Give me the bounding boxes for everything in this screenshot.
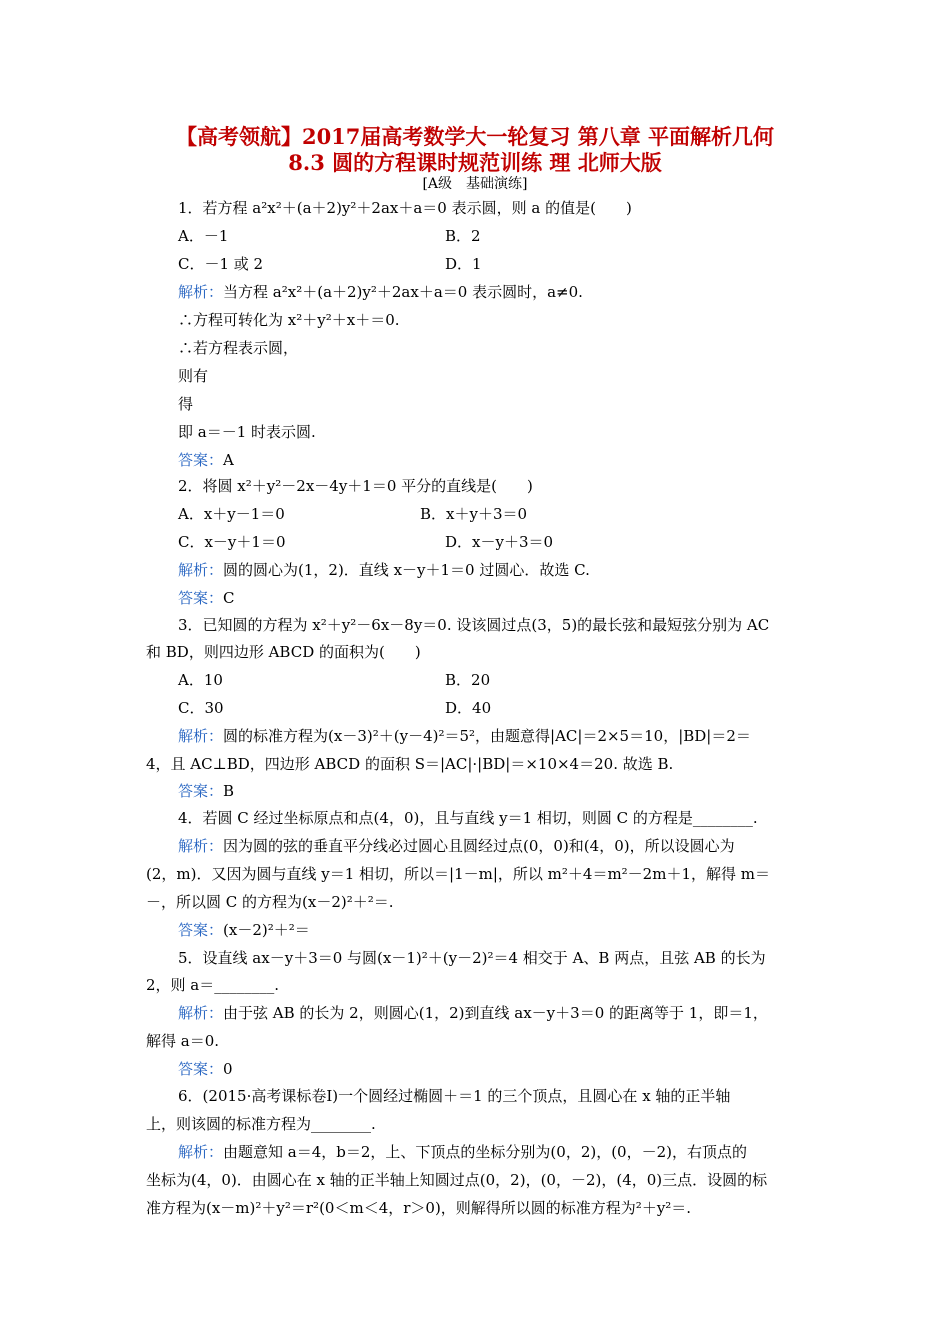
question-5-answer xyxy=(178,1059,233,1079)
question-3-option-b: B．20 xyxy=(445,671,491,689)
question-6-stem-cont: 上，则该圆的标准方程为________. xyxy=(146,1115,376,1133)
solution-line: 即 a＝－1 时表示圆. xyxy=(178,423,316,441)
question-3-option-d: D．40 xyxy=(445,699,492,717)
solution-text: 当方程 a²x²＋(a＋2)y²＋2ax＋a＝0 表示圆时，a≠0. xyxy=(223,283,583,301)
question-2-option-d: D．x－y＋3＝0 xyxy=(445,533,554,551)
question-1-option-b: B．2 xyxy=(445,227,481,245)
solution-line: ∴方程可转化为 x²＋y²＋x＋＝0. xyxy=(178,311,400,329)
question-5-stem-cont: 2，则 a＝________. xyxy=(146,976,280,994)
answer-text: C xyxy=(223,589,235,607)
solution-text: 由题意知 a＝4，b＝2，上、下顶点的坐标分别为(0，2)，(0，－2)，右顶点的 xyxy=(223,1143,748,1161)
question-3-option-c: C．30 xyxy=(178,699,224,717)
solution-label: 解析： xyxy=(178,837,224,855)
question-3-stem: 3．已知圆的方程为 x²＋y²－6x－8y＝0. 设该圆过点(3，5)的最长弦和最短弦分别为 AC xyxy=(178,616,770,634)
question-4-answer xyxy=(178,920,310,940)
solution-line: ∴若方程表示圆， xyxy=(178,339,299,357)
answer-text: A xyxy=(223,451,234,469)
solution-text: 圆的标准方程为(x－3)²＋(y－4)²＝5²，由题意得|AC|＝2×5＝10，|BD|＝2＝ xyxy=(223,727,751,745)
answer-text: 0 xyxy=(223,1060,233,1078)
solution-line: 得 xyxy=(178,395,194,413)
answer-label: 答案： xyxy=(178,589,224,607)
question-3-solution xyxy=(178,726,751,746)
solution-line: 4，且 AC⊥BD，四边形 ABCD 的面积 S＝|AC|·|BD|＝×10×4＝20. 故选 B. xyxy=(146,755,674,773)
question-4-solution xyxy=(178,836,735,856)
question-2-option-c: C．x－y＋1＝0 xyxy=(178,533,286,551)
answer-label: 答案： xyxy=(178,782,224,800)
solution-line: 解得 a＝0. xyxy=(146,1032,220,1050)
solution-line: 准方程为(x－m)²＋y²＝r²(0＜m＜4，r＞0)，则解得所以圆的标准方程为²＋y²＝. xyxy=(146,1199,692,1217)
question-2-stem: 2．将圆 x²＋y²－2x－4y＋1＝0 平分的直线是( ) xyxy=(178,477,533,495)
question-1-option-c: C．－1 或 2 xyxy=(178,255,264,273)
question-1-option-a: A．－1 xyxy=(178,227,229,245)
question-5-solution xyxy=(178,1003,768,1023)
question-2-answer xyxy=(178,588,235,608)
solution-line: －，所以圆 C 的方程为(x－2)²＋²＝. xyxy=(146,893,394,911)
solution-text: 因为圆的弦的垂直平分线必过圆心且圆经过点(0，0)和(4，0)，所以设圆心为 xyxy=(223,837,735,855)
solution-text: 圆的圆心为(1，2)．直线 x－y＋1＝0 过圆心．故选 C. xyxy=(223,561,590,579)
solution-label: 解析： xyxy=(178,727,224,745)
solution-label: 解析： xyxy=(178,1143,224,1161)
question-3-option-a: A．10 xyxy=(178,671,223,689)
question-5-stem: 5．设直线 ax－y＋3＝0 与圆(x－1)²＋(y－2)²＝4 相交于 A、B 两点，且弦 AB 的长为 xyxy=(178,949,766,967)
answer-text: (x－2)²＋²＝ xyxy=(223,921,310,939)
document-title-line-1: 【高考领航】2017届高考数学大一轮复习 第八章 平面解析几何 xyxy=(175,124,775,149)
question-6-solution xyxy=(178,1142,747,1162)
question-1-stem: 1．若方程 a²x²＋(a＋2)y²＋2ax＋a＝0 表示圆，则 a 的值是( ) xyxy=(178,199,632,217)
answer-label: 答案： xyxy=(178,1060,224,1078)
solution-label: 解析： xyxy=(178,1004,224,1022)
answer-label: 答案： xyxy=(178,921,224,939)
question-6-stem: 6．(2015·高考课标卷Ⅰ)一个圆经过椭圆＋＝1 的三个顶点，且圆心在 x 轴的正半轴 xyxy=(178,1087,731,1105)
question-3-stem-cont: 和 BD，则四边形 ABCD 的面积为( ) xyxy=(146,643,421,661)
question-3-answer xyxy=(178,781,234,801)
question-2-option-a: A．x＋y－1＝0 xyxy=(178,505,285,523)
question-2-option-b: B．x＋y＋3＝0 xyxy=(420,505,528,523)
solution-line: 则有 xyxy=(178,367,209,385)
solution-line: (2，m)．又因为圆与直线 y＝1 相切，所以＝|1－m|，所以 m²＋4＝m²－2m＋1，解得 m＝ xyxy=(146,865,770,883)
question-2-solution xyxy=(178,560,590,580)
answer-label: 答案： xyxy=(178,451,224,469)
question-1-option-d: D．1 xyxy=(445,255,482,273)
solution-text: 由于弦 AB 的长为 2，则圆心(1，2)到直线 ax－y＋3＝0 的距离等于 1，即＝1， xyxy=(223,1004,768,1022)
question-1-solution xyxy=(178,282,583,302)
section-label: [A级 基础演练] xyxy=(422,176,528,192)
answer-text: B xyxy=(223,782,235,800)
question-4-stem: 4．若圆 C 经过坐标原点和点(4，0)，且与直线 y＝1 相切，则圆 C 的方程是________. xyxy=(178,809,758,827)
solution-label: 解析： xyxy=(178,283,224,301)
solution-label: 解析： xyxy=(178,561,224,579)
question-1-answer xyxy=(178,450,234,470)
solution-line: 坐标为(4，0)．由圆心在 x 轴的正半轴上知圆过点(0，2)，(0，－2)，(4，0)三点．设圆的标 xyxy=(146,1171,768,1189)
document-title-line-2: 8.3 圆的方程课时规范训练 理 北师大版 xyxy=(288,150,662,175)
